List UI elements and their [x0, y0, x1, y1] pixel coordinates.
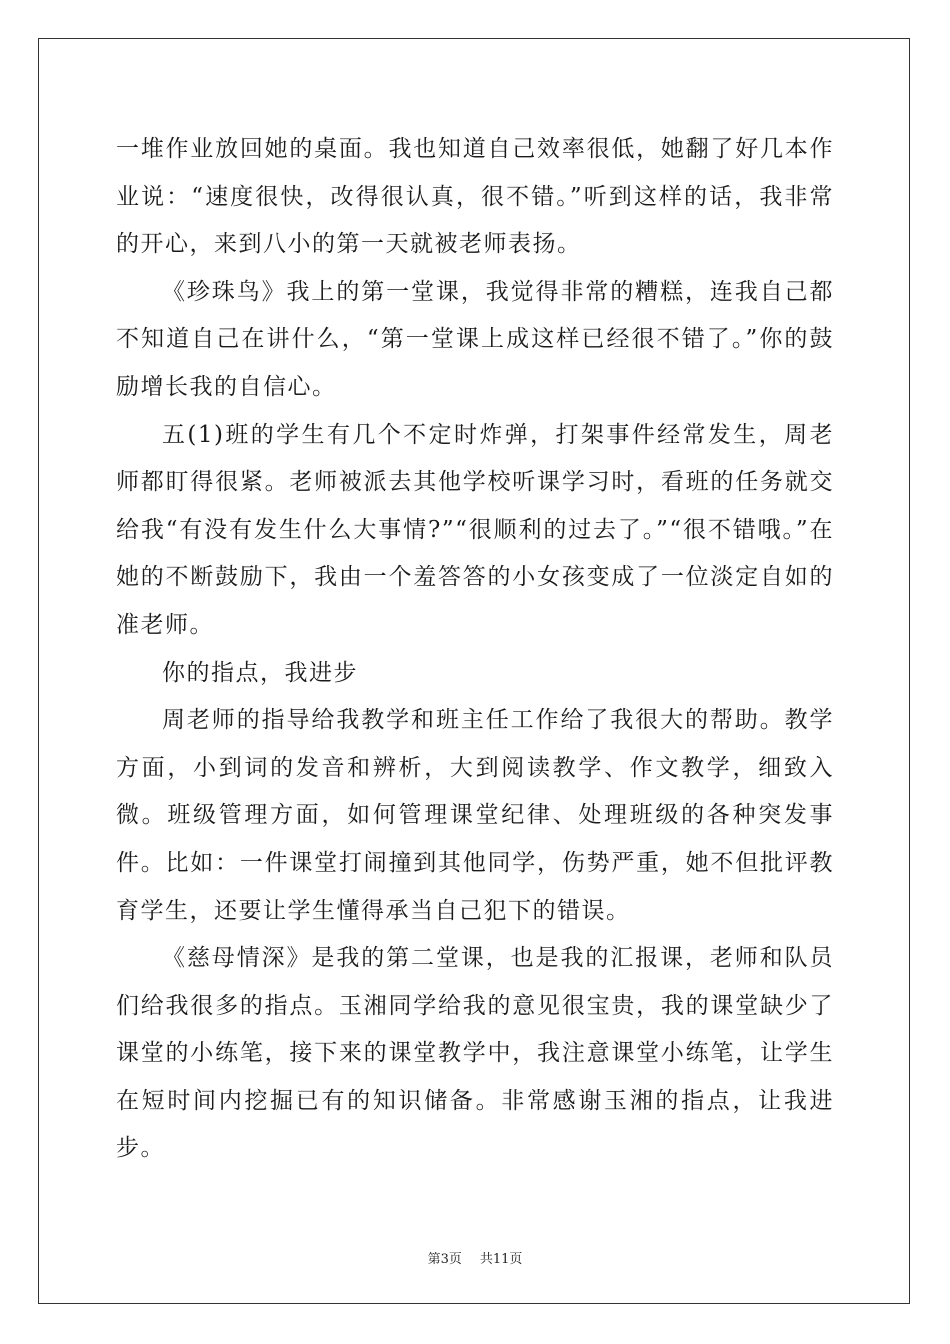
paragraph: 一堆作业放回她的桌面。我也知道自己效率很低，她翻了好几本作业说：“速度很快，改得很认真，很不错。”听到这样的话，我非常的开心，来到八小的第一天就被老师表扬。 [116, 136, 834, 258]
document-body [116, 126, 834, 1173]
paragraph: 周老师的指导给我教学和班主任工作给了我很大的帮助。教学方面，小到词的发音和辨析，大到阅读教学、作文教学，细致入微。班级管理方面，如何管理课堂纪律、处理班级的各种突发事件。比如：一件课堂打闹撞到其他同学，伤势严重，她不但批评教育学生，还要让学生懂得承当自己犯下的错误。 [116, 707, 834, 924]
page-footer [0, 1248, 950, 1267]
paragraph: 五(1)班的学生有几个不定时炸弹，打架事件经常发生，周老师都盯得很紧。老师被派去其他学校听课学习时，看班的任务就交给我“有没有发生什么大事情?”“很顺利的过去了。”“很不错哦。”在她的不断鼓励下，我由一个羞答答的小女孩变成了一位淡定自如的准老师。 [116, 421, 834, 638]
paragraph: 《珍珠鸟》我上的第一堂课，我觉得非常的糟糕，连我自己都不知道自己在讲什么，“第一堂课上成这样已经很不错了。”你的鼓励增长我的自信心。 [116, 278, 834, 400]
section-heading: 你的指点，我进步 [162, 659, 358, 686]
page-total: 共11页 [479, 1252, 523, 1267]
page-number: 第3页 [427, 1252, 462, 1267]
paragraph: 《慈母情深》是我的第二堂课，也是我的汇报课，老师和队员们给我很多的指点。玉湘同学给我的意见很宝贵，我的课堂缺少了课堂的小练笔，接下来的课堂教学中，我注意课堂小练笔，让学生在短时间内挖掘已有的知识储备。非常感谢玉湘的指点，让我进步。 [116, 945, 834, 1162]
